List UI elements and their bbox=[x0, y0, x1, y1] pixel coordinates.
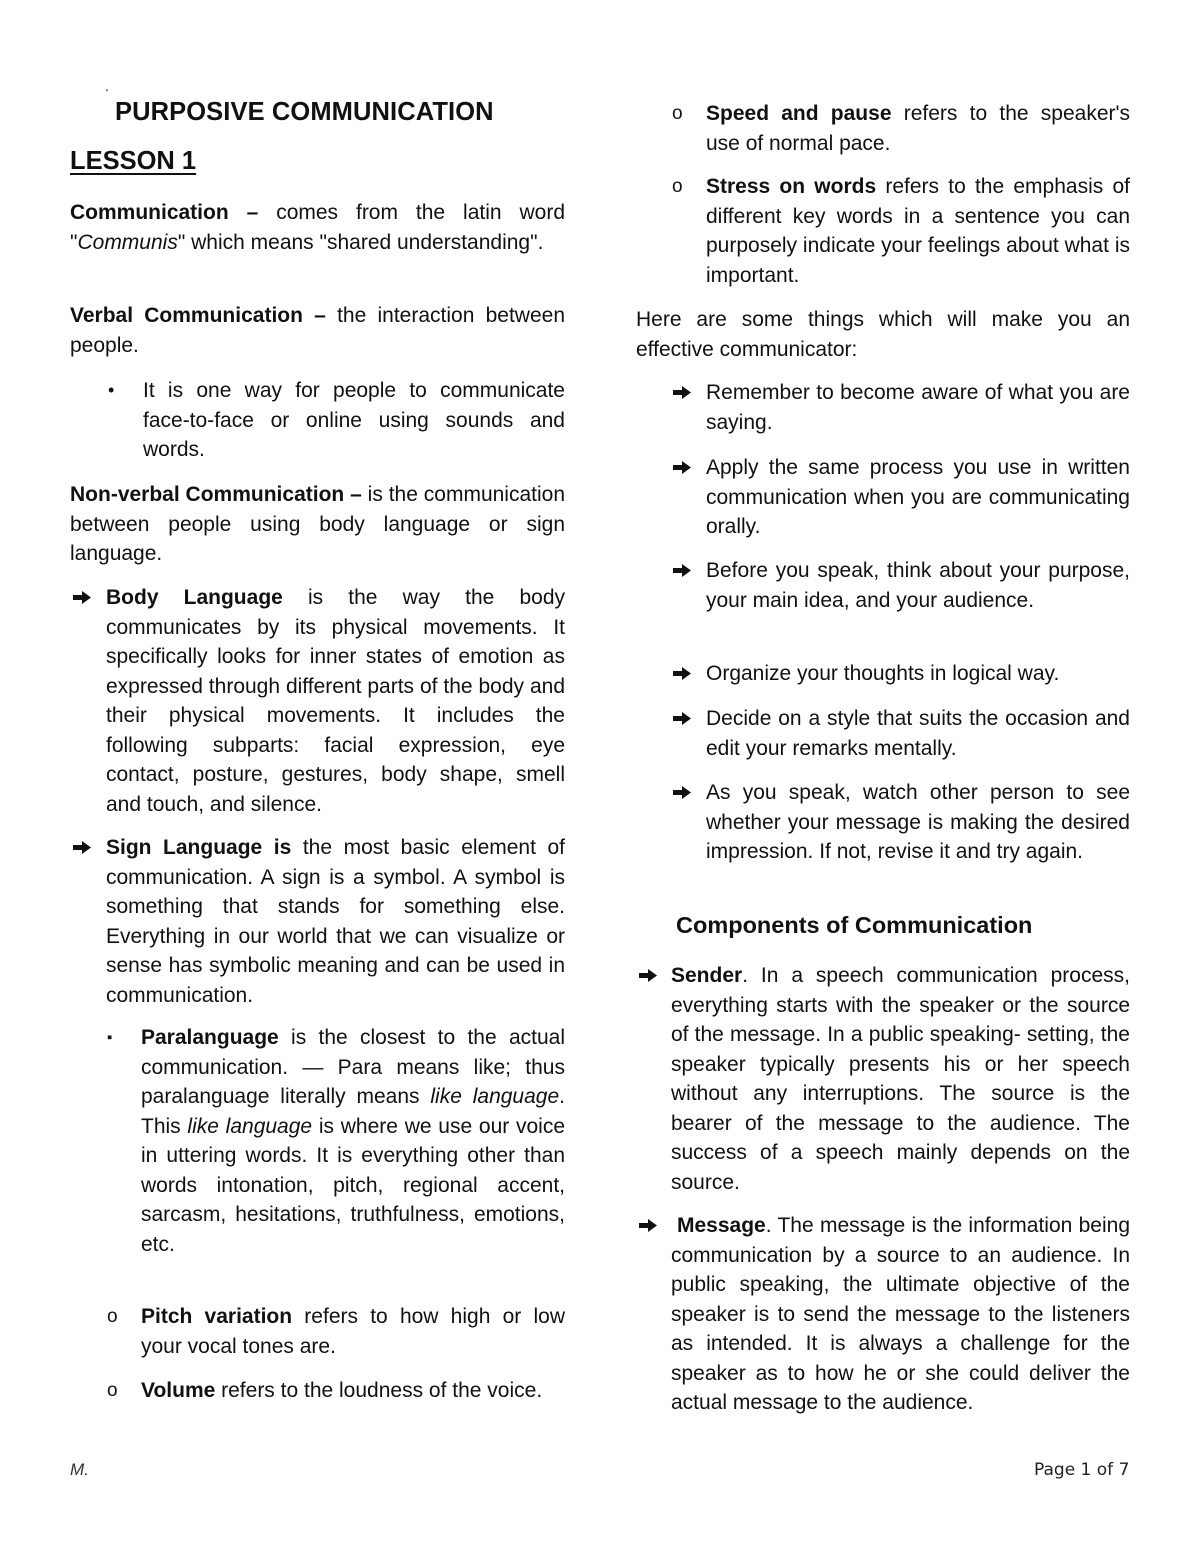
message-text bbox=[671, 1211, 1130, 1418]
paralanguage-term: Paralanguage bbox=[141, 1026, 279, 1049]
arrow-bullet-icon bbox=[673, 667, 691, 680]
paralanguage-item bbox=[70, 1023, 565, 1259]
nonverbal-term: Non-verbal Communication – bbox=[70, 483, 362, 506]
stress-desc: refers to the emphasis of different key words in a sentence you can purposely indicate your feelings about what is important. bbox=[706, 175, 1130, 287]
arrow-bullet-icon bbox=[673, 461, 691, 474]
message-term: Message bbox=[677, 1214, 766, 1237]
tip-item bbox=[636, 778, 1130, 867]
message-desc: . The message is the information being communication by a source to an audience. In public speaking, the ultimate objective of the speaker is to send the message to the listeners as intended. It is always a challenge for the speaker as to how he or she could deliver the actual message to the audience. bbox=[671, 1214, 1130, 1414]
sender-term: Sender bbox=[671, 964, 743, 987]
circle-bullet-icon: o bbox=[672, 103, 683, 124]
tip-item bbox=[636, 453, 1130, 542]
tip-text: As you speak, watch other person to see whether your message is making the desired impression. If not, revise it and try again. bbox=[706, 781, 1130, 863]
page-number: Page 1 of 7 bbox=[1034, 1460, 1130, 1480]
stress-item bbox=[636, 172, 1130, 290]
arrow-bullet-icon bbox=[673, 786, 691, 799]
paralanguage-desc-2: . This bbox=[141, 1085, 565, 1138]
tip-text: Remember to become aware of what you are saying. bbox=[706, 381, 1130, 434]
tip-text: Decide on a style that suits the occasion and edit your remarks mentally. bbox=[706, 707, 1130, 760]
tip-item bbox=[636, 378, 1130, 437]
bullet-marker: • bbox=[108, 380, 115, 400]
components-heading: Components of Communication bbox=[676, 912, 1033, 938]
tip-item bbox=[636, 556, 1130, 615]
verbal-text: the interaction between people. bbox=[70, 304, 565, 357]
volume-term: Volume bbox=[141, 1379, 216, 1402]
body-language-term: Body Language bbox=[106, 586, 283, 609]
sign-language-item bbox=[70, 833, 565, 1010]
arrow-bullet-icon bbox=[639, 1219, 657, 1232]
message-item bbox=[636, 1211, 1130, 1418]
pitch-desc: refers to how high or low your vocal tones are. bbox=[141, 1305, 566, 1358]
pitch-term: Pitch variation bbox=[141, 1305, 293, 1328]
volume-item bbox=[70, 1376, 565, 1406]
arrow-bullet-icon bbox=[73, 841, 91, 854]
arrow-bullet-icon bbox=[673, 712, 691, 725]
tip-text: Organize your thoughts in logical way. bbox=[706, 662, 1060, 685]
effective-communicator-intro: Here are some things which will make you an effective communicator: bbox=[636, 308, 1130, 361]
tip-item bbox=[636, 704, 1130, 763]
communication-text-1: comes from the latin word " bbox=[70, 201, 565, 254]
speed-desc: refers to the speaker's use of normal pace. bbox=[706, 102, 1130, 155]
arrow-bullet-icon bbox=[673, 386, 691, 399]
sign-language-term: Sign Language is bbox=[106, 836, 292, 859]
sender-text bbox=[671, 961, 1130, 1197]
speed-term: Speed and pause bbox=[706, 102, 892, 125]
circle-bullet-icon: o bbox=[107, 1380, 118, 1401]
tip-text: Apply the same process you use in written communication when you are communicating orally. bbox=[706, 456, 1130, 538]
communis-word: Communis bbox=[77, 230, 178, 254]
tip-item bbox=[636, 659, 1130, 689]
speed-item bbox=[636, 99, 1130, 158]
page-title: PURPOSIVE COMMUNICATION bbox=[115, 98, 494, 126]
arrow-bullet-icon bbox=[73, 591, 91, 604]
communication-term: Communication – bbox=[70, 201, 259, 224]
verbal-bullet-item bbox=[70, 376, 565, 465]
communication-definition bbox=[70, 198, 565, 257]
paralanguage-emphasis-2: like language bbox=[187, 1114, 313, 1138]
sign-language-desc: the most basic element of communication. A sign is a symbol. A symbol is something that stands for something else. Everything in our world that we can visualize or sense has symbolic meaning and can be used in communication. bbox=[106, 836, 565, 1007]
arrow-bullet-icon bbox=[673, 564, 691, 577]
speed-text bbox=[706, 99, 1130, 158]
pitch-text bbox=[141, 1302, 565, 1361]
nonverbal-definition bbox=[70, 480, 565, 569]
arrow-bullet-icon bbox=[639, 969, 657, 982]
verbal-definition bbox=[70, 301, 565, 360]
paralanguage-desc-3: is where we use our voice in uttering words. It is everything other than words intonation, pitch, regional accent, sarcasm, hesitations, truthfulness, emotions, etc. bbox=[141, 1114, 566, 1256]
paralanguage-desc-1: is the closest to the actual communication. — Para means like; thus paralanguage literally means bbox=[141, 1026, 565, 1108]
stress-text bbox=[706, 172, 1130, 290]
volume-text bbox=[141, 1376, 565, 1406]
communication-text-2: " which means "shared understanding". bbox=[177, 230, 544, 254]
verbal-bullet-text: It is one way for people to communicate face-to-face or online using sounds and words. bbox=[143, 379, 565, 461]
body-language-desc: is the way the body communicates by its physical movements. It specifically looks for inner states of emotion as expressed through different parts of the body and their physical movements. It includes the following subparts: facial expression, eye contact, posture, gestures, body shape, smell and touch, and silence. bbox=[106, 586, 565, 816]
paralanguage-text bbox=[141, 1023, 565, 1259]
tip-text: Before you speak, think about your purpose, your main idea, and your audience. bbox=[706, 559, 1130, 612]
body-language-text bbox=[106, 583, 565, 819]
sign-language-text bbox=[106, 833, 565, 1010]
sender-desc: . In a speech communication process, everything starts with the speaker or the source of the message. In a public speaking- setting, the speaker typically presents his or her speech without any interruptions. The source is the bearer of the message to the audience. The success of a speech mainly depends on the source. bbox=[671, 964, 1130, 1194]
lesson-heading: LESSON 1 bbox=[70, 147, 197, 175]
circle-bullet-icon: o bbox=[672, 176, 683, 197]
volume-desc: refers to the loudness of the voice. bbox=[215, 1379, 543, 1402]
stress-term: Stress on words bbox=[706, 175, 877, 198]
verbal-term: Verbal Communication – bbox=[70, 304, 326, 327]
pitch-item bbox=[70, 1302, 565, 1361]
paralanguage-emphasis-1: like language bbox=[430, 1085, 560, 1108]
body-language-item bbox=[70, 583, 565, 819]
sender-item bbox=[636, 961, 1130, 1197]
header-dot: . bbox=[105, 78, 109, 94]
footer-author: M. bbox=[70, 1460, 89, 1479]
circle-bullet-icon: o bbox=[107, 1306, 118, 1327]
square-bullet-icon: ▪ bbox=[107, 1029, 113, 1046]
nonverbal-text: is the communication between people using body language or sign language. bbox=[70, 483, 566, 565]
